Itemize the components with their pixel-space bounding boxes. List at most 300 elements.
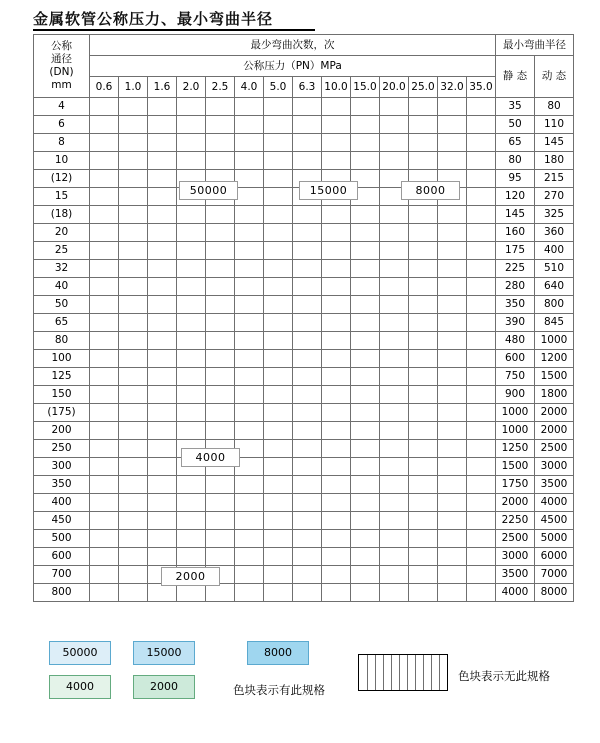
radius-dynamic-cell: 800 [535, 296, 574, 314]
grid-cell [264, 350, 293, 368]
grid-cell [438, 566, 467, 584]
radius-static-cell: 1500 [496, 458, 535, 476]
grid-cell [119, 152, 148, 170]
grid-cell [409, 512, 438, 530]
grid-cell [90, 512, 119, 530]
radius-dynamic-cell: 80 [535, 98, 574, 116]
grid-cell [409, 350, 438, 368]
header-pressure-11: 25.0 [409, 77, 438, 98]
grid-cell [438, 548, 467, 566]
radius-static-cell: 390 [496, 314, 535, 332]
grid-cell [264, 548, 293, 566]
dn-cell: 350 [34, 476, 90, 494]
hatch-line [367, 655, 368, 690]
header-dn-line1: 公称 [51, 40, 72, 52]
dn-cell: 300 [34, 458, 90, 476]
dn-cell: 800 [34, 584, 90, 602]
grid-cell [148, 134, 177, 152]
radius-static-cell: 50 [496, 116, 535, 134]
grid-cell [409, 494, 438, 512]
radius-static-cell: 160 [496, 224, 535, 242]
grid-cell [90, 170, 119, 188]
grid-cell [90, 224, 119, 242]
grid-cell [148, 170, 177, 188]
grid-cell [438, 224, 467, 242]
grid-cell [380, 278, 409, 296]
grid-cell [119, 404, 148, 422]
grid-cell [467, 224, 496, 242]
grid-cell [119, 512, 148, 530]
radius-dynamic-cell: 180 [535, 152, 574, 170]
grid-cell [264, 368, 293, 386]
overlay-value-label: 2000 [161, 567, 220, 586]
grid-cell [235, 404, 264, 422]
grid-cell [380, 494, 409, 512]
grid-cell [264, 476, 293, 494]
table-row [34, 206, 574, 224]
grid-cell [264, 116, 293, 134]
grid-cell [322, 494, 351, 512]
overlay-value-label: 15000 [299, 181, 358, 200]
grid-cell [322, 440, 351, 458]
grid-cell [90, 548, 119, 566]
grid-cell [293, 530, 322, 548]
grid-cell [438, 440, 467, 458]
grid-cell [177, 224, 206, 242]
grid-cell [264, 224, 293, 242]
grid-cell [467, 98, 496, 116]
grid-cell [177, 548, 206, 566]
header-pressure-10: 20.0 [380, 77, 409, 98]
radius-static-cell: 1000 [496, 422, 535, 440]
grid-cell [90, 98, 119, 116]
radius-static-cell: 4000 [496, 584, 535, 602]
grid-cell [119, 188, 148, 206]
grid-cell [351, 584, 380, 602]
grid-cell [206, 224, 235, 242]
grid-cell [322, 368, 351, 386]
grid-cell [438, 260, 467, 278]
grid-cell [119, 548, 148, 566]
grid-cell [206, 314, 235, 332]
dn-cell: 400 [34, 494, 90, 512]
grid-cell [177, 584, 206, 602]
table-row [34, 278, 574, 296]
grid-cell [438, 134, 467, 152]
grid-cell [293, 548, 322, 566]
grid-cell [438, 404, 467, 422]
grid-cell [380, 206, 409, 224]
hatch-line [431, 655, 432, 690]
grid-cell [90, 584, 119, 602]
grid-cell [438, 314, 467, 332]
table-row [34, 530, 574, 548]
grid-cell [409, 422, 438, 440]
grid-cell [409, 584, 438, 602]
grid-cell [380, 548, 409, 566]
radius-static-cell: 2250 [496, 512, 535, 530]
grid-cell [264, 566, 293, 584]
grid-cell [380, 116, 409, 134]
grid-cell [264, 404, 293, 422]
table-row [34, 476, 574, 494]
grid-cell [438, 368, 467, 386]
grid-cell [467, 188, 496, 206]
grid-cell [148, 116, 177, 134]
grid-cell [467, 206, 496, 224]
radius-dynamic-cell: 640 [535, 278, 574, 296]
grid-cell [467, 368, 496, 386]
grid-cell [409, 386, 438, 404]
grid-cell [148, 530, 177, 548]
grid-cell [467, 386, 496, 404]
grid-cell [264, 260, 293, 278]
header-bend-count: 最少弯曲次数，次 [90, 35, 496, 56]
grid-cell [293, 206, 322, 224]
grid-cell [90, 278, 119, 296]
header-dn-line4: mm [51, 79, 72, 91]
grid-cell [380, 458, 409, 476]
grid-cell [206, 350, 235, 368]
grid-cell [293, 494, 322, 512]
grid-cell [206, 206, 235, 224]
grid-cell [322, 530, 351, 548]
grid-cell [322, 260, 351, 278]
grid-cell [380, 422, 409, 440]
grid-cell [177, 260, 206, 278]
radius-static-cell: 80 [496, 152, 535, 170]
grid-cell [409, 332, 438, 350]
grid-cell [438, 422, 467, 440]
title-underline [33, 29, 315, 31]
grid-cell [467, 458, 496, 476]
grid-cell [177, 404, 206, 422]
grid-cell [409, 260, 438, 278]
grid-cell [467, 494, 496, 512]
radius-dynamic-cell: 4500 [535, 512, 574, 530]
legend-swatch-2000: 2000 [133, 675, 195, 699]
grid-cell [177, 152, 206, 170]
dn-cell: 10 [34, 152, 90, 170]
grid-cell [438, 242, 467, 260]
grid-cell [235, 584, 264, 602]
grid-cell [438, 530, 467, 548]
grid-cell [409, 206, 438, 224]
header-radius-static: 静 态 [496, 56, 535, 98]
radius-dynamic-cell: 1800 [535, 386, 574, 404]
table-row [34, 404, 574, 422]
grid-cell [467, 548, 496, 566]
grid-cell [264, 206, 293, 224]
grid-cell [322, 548, 351, 566]
grid-cell [293, 134, 322, 152]
grid-cell [90, 386, 119, 404]
grid-cell [119, 260, 148, 278]
overlay-value-label: 8000 [401, 181, 460, 200]
header-dn-line2: 通径 [51, 53, 72, 65]
grid-cell [264, 512, 293, 530]
table-row [34, 368, 574, 386]
grid-cell [409, 134, 438, 152]
grid-cell [264, 458, 293, 476]
grid-cell [148, 206, 177, 224]
grid-cell [438, 584, 467, 602]
radius-dynamic-cell: 5000 [535, 530, 574, 548]
table-row [34, 422, 574, 440]
grid-cell [409, 548, 438, 566]
grid-cell [322, 296, 351, 314]
grid-cell [148, 296, 177, 314]
grid-cell [264, 332, 293, 350]
grid-cell [235, 494, 264, 512]
grid-cell [235, 368, 264, 386]
grid-cell [264, 584, 293, 602]
header-pressure-12: 32.0 [438, 77, 467, 98]
legend-swatch-15000: 15000 [133, 641, 195, 665]
grid-cell [467, 152, 496, 170]
grid-cell [322, 566, 351, 584]
radius-static-cell: 750 [496, 368, 535, 386]
radius-static-cell: 2500 [496, 530, 535, 548]
grid-cell [351, 404, 380, 422]
grid-cell [322, 458, 351, 476]
radius-static-cell: 95 [496, 170, 535, 188]
grid-cell [467, 314, 496, 332]
radius-dynamic-cell: 6000 [535, 548, 574, 566]
dn-cell: 40 [34, 278, 90, 296]
grid-cell [380, 224, 409, 242]
header-pressure: 公称压力（PN）MPa [90, 56, 496, 77]
grid-cell [177, 368, 206, 386]
grid-cell [380, 260, 409, 278]
header-bend-radius: 最小弯曲半径 [496, 35, 574, 56]
grid-cell [351, 422, 380, 440]
grid-cell [206, 278, 235, 296]
table-row [34, 116, 574, 134]
table-row [34, 512, 574, 530]
grid-cell [351, 566, 380, 584]
grid-cell [293, 116, 322, 134]
grid-cell [351, 494, 380, 512]
dn-cell: 450 [34, 512, 90, 530]
grid-cell [119, 116, 148, 134]
grid-cell [351, 278, 380, 296]
grid-cell [264, 134, 293, 152]
grid-cell [148, 494, 177, 512]
radius-static-cell: 3000 [496, 548, 535, 566]
grid-cell [438, 98, 467, 116]
grid-cell [264, 440, 293, 458]
grid-cell [235, 566, 264, 584]
grid-cell [467, 584, 496, 602]
radius-dynamic-cell: 270 [535, 188, 574, 206]
radius-dynamic-cell: 110 [535, 116, 574, 134]
hatch-line [383, 655, 384, 690]
grid-cell [351, 260, 380, 278]
overlay-value-label: 50000 [179, 181, 238, 200]
grid-cell [322, 332, 351, 350]
grid-cell [351, 350, 380, 368]
radius-static-cell: 1750 [496, 476, 535, 494]
grid-cell [293, 242, 322, 260]
grid-cell [90, 314, 119, 332]
grid-cell [351, 242, 380, 260]
grid-cell [322, 134, 351, 152]
dn-cell: 150 [34, 386, 90, 404]
grid-cell [148, 242, 177, 260]
dn-cell: 65 [34, 314, 90, 332]
grid-cell [90, 332, 119, 350]
radius-static-cell: 35 [496, 98, 535, 116]
grid-cell [90, 152, 119, 170]
table-body [34, 98, 574, 602]
grid-cell [293, 368, 322, 386]
grid-cell [119, 494, 148, 512]
radius-static-cell: 350 [496, 296, 535, 314]
radius-dynamic-cell: 1000 [535, 332, 574, 350]
grid-cell [235, 278, 264, 296]
radius-static-cell: 225 [496, 260, 535, 278]
grid-cell [467, 440, 496, 458]
radius-dynamic-cell: 215 [535, 170, 574, 188]
grid-cell [351, 224, 380, 242]
grid-cell [206, 368, 235, 386]
radius-static-cell: 1000 [496, 404, 535, 422]
table-row [34, 440, 574, 458]
grid-cell [90, 188, 119, 206]
grid-cell [438, 512, 467, 530]
grid-cell [293, 476, 322, 494]
grid-cell [293, 458, 322, 476]
grid-cell [90, 242, 119, 260]
grid-cell [467, 566, 496, 584]
table-row [34, 224, 574, 242]
grid-cell [409, 242, 438, 260]
grid-cell [177, 242, 206, 260]
grid-cell [90, 422, 119, 440]
grid-cell [351, 458, 380, 476]
grid-cell [90, 476, 119, 494]
grid-cell [380, 242, 409, 260]
grid-cell [293, 278, 322, 296]
dn-cell: 250 [34, 440, 90, 458]
grid-cell [409, 458, 438, 476]
grid-cell [235, 224, 264, 242]
grid-cell [148, 332, 177, 350]
grid-cell [467, 530, 496, 548]
grid-cell [351, 512, 380, 530]
grid-cell [264, 494, 293, 512]
dn-cell: 8 [34, 134, 90, 152]
grid-cell [380, 440, 409, 458]
grid-cell [293, 296, 322, 314]
grid-cell [438, 116, 467, 134]
radius-static-cell: 120 [496, 188, 535, 206]
grid-cell [322, 314, 351, 332]
spec-table [33, 34, 574, 602]
grid-cell [351, 386, 380, 404]
grid-cell [148, 386, 177, 404]
grid-cell [119, 530, 148, 548]
grid-cell [409, 296, 438, 314]
grid-cell [206, 242, 235, 260]
dn-cell: 15 [34, 188, 90, 206]
grid-cell [90, 566, 119, 584]
legend-swatch-8000: 8000 [247, 641, 309, 665]
grid-cell [148, 350, 177, 368]
table-row [34, 566, 574, 584]
grid-cell [322, 350, 351, 368]
radius-static-cell: 900 [496, 386, 535, 404]
hatch-line [439, 655, 440, 690]
grid-cell [90, 440, 119, 458]
dn-cell: (18) [34, 206, 90, 224]
grid-cell [206, 116, 235, 134]
grid-cell [293, 404, 322, 422]
header-pressure-9: 15.0 [351, 77, 380, 98]
grid-cell [293, 386, 322, 404]
header-row-2 [34, 56, 574, 77]
grid-cell [438, 386, 467, 404]
grid-cell [264, 152, 293, 170]
grid-cell [380, 152, 409, 170]
table-row [34, 152, 574, 170]
grid-cell [380, 404, 409, 422]
grid-cell [438, 206, 467, 224]
table-row [34, 98, 574, 116]
grid-cell [90, 134, 119, 152]
grid-cell [148, 404, 177, 422]
grid-cell [409, 116, 438, 134]
grid-cell [119, 584, 148, 602]
grid-cell [177, 512, 206, 530]
grid-cell [467, 170, 496, 188]
legend-hatch-swatch [358, 654, 448, 691]
grid-cell [206, 152, 235, 170]
grid-cell [90, 458, 119, 476]
grid-cell [148, 98, 177, 116]
grid-cell [119, 350, 148, 368]
grid-cell [264, 242, 293, 260]
grid-cell [235, 188, 264, 206]
header-pressure-0: 0.6 [90, 77, 119, 98]
hatch-line [391, 655, 392, 690]
grid-cell [177, 530, 206, 548]
radius-dynamic-cell: 2000 [535, 404, 574, 422]
grid-cell [467, 278, 496, 296]
grid-cell [322, 98, 351, 116]
grid-cell [264, 170, 293, 188]
grid-cell [119, 458, 148, 476]
grid-cell [177, 422, 206, 440]
grid-cell [264, 314, 293, 332]
grid-cell [380, 350, 409, 368]
grid-cell [293, 512, 322, 530]
grid-cell [119, 206, 148, 224]
radius-dynamic-cell: 360 [535, 224, 574, 242]
dn-cell: 700 [34, 566, 90, 584]
grid-cell [235, 242, 264, 260]
grid-cell [409, 152, 438, 170]
grid-cell [90, 206, 119, 224]
spec-table-wrapper [33, 34, 574, 602]
grid-cell [409, 566, 438, 584]
grid-cell [148, 422, 177, 440]
grid-cell [177, 98, 206, 116]
grid-cell [467, 350, 496, 368]
grid-cell [119, 476, 148, 494]
grid-cell [235, 512, 264, 530]
